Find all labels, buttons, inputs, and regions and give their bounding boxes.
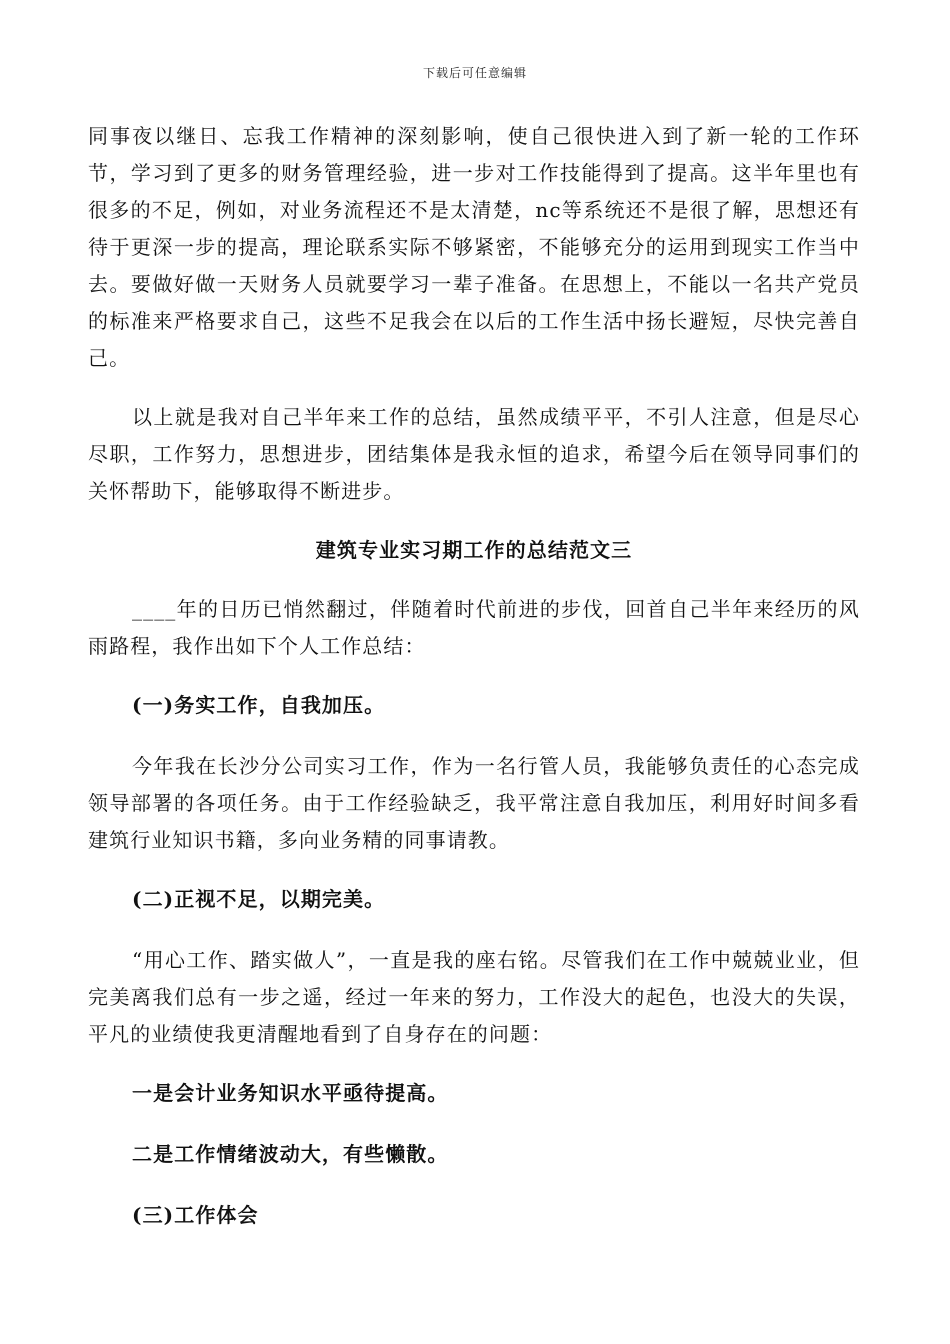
page-header: 下载后可任意编辑 [422, 66, 527, 80]
paragraph-intro: ____年的日历已悄然翻过，伴随着时代前进的步伐，回首自己半年来经历的风雨路程，我作出如下个人工作总结： [88, 597, 860, 658]
document-body [88, 118, 860, 1258]
paragraph-summary: 以上就是我对自己半年来工作的总结，虽然成绩平平，不引人注意，但是尽心尽职，工作努力，思想进步，团结集体是我永恒的追求，希望今后在领导同事们的关怀帮助下，能够取得不断进步。 [88, 405, 860, 503]
point-2: 二是工作情绪波动大，有些懒散。 [132, 1142, 449, 1166]
paragraph-work: 今年我在长沙分公司实习工作，作为一名行管人员，我能够负责任的心态完成领导部署的各项任务。由于工作经验缺乏，我平常注意自我加压，利用好时间多看建筑行业知识书籍，多向业务精的同事请教。 [88, 754, 860, 852]
section-title: 建筑专业实习期工作的总结范文三 [315, 538, 633, 562]
paragraph-motto: “用心工作、踏实做人”，一直是我的座右铭。尽管我们在工作中兢兢业业，但完美离我们总有一步之遥，经过一年来的努力，工作没大的起色，也没大的失误，平凡的业绩使我更清醒地看到了自身存在的问题： [88, 948, 860, 1046]
paragraph-continuation: 同事夜以继日、忘我工作精神的深刻影响，使自己很快进入到了新一轮的工作环节，学习到了更多的财务管理经验，进一步对工作技能得到了提高。这半年里也有很多的不足，例如，对业务流程还不是太清楚，nc等系统还不是很了解，思想还有待于更深一步的提高，理论联系实际不够紧密，不能够充分的运用到现实工作当中去。要做好做一天财务人员就要学习一辈子准备。在思想上，不能以一名共产党员的标准来严格要求自己，这些不足我会在以后的工作生活中扬长避短，尽快完善自己。 [88, 124, 860, 370]
subheading-2: (二)正视不足，以期完美。 [132, 887, 386, 911]
subheading-1: (一)务实工作，自我加压。 [132, 693, 386, 717]
subheading-3: (三)工作体会 [132, 1203, 259, 1227]
point-1: 一是会计业务知识水平亟待提高。 [132, 1081, 449, 1105]
